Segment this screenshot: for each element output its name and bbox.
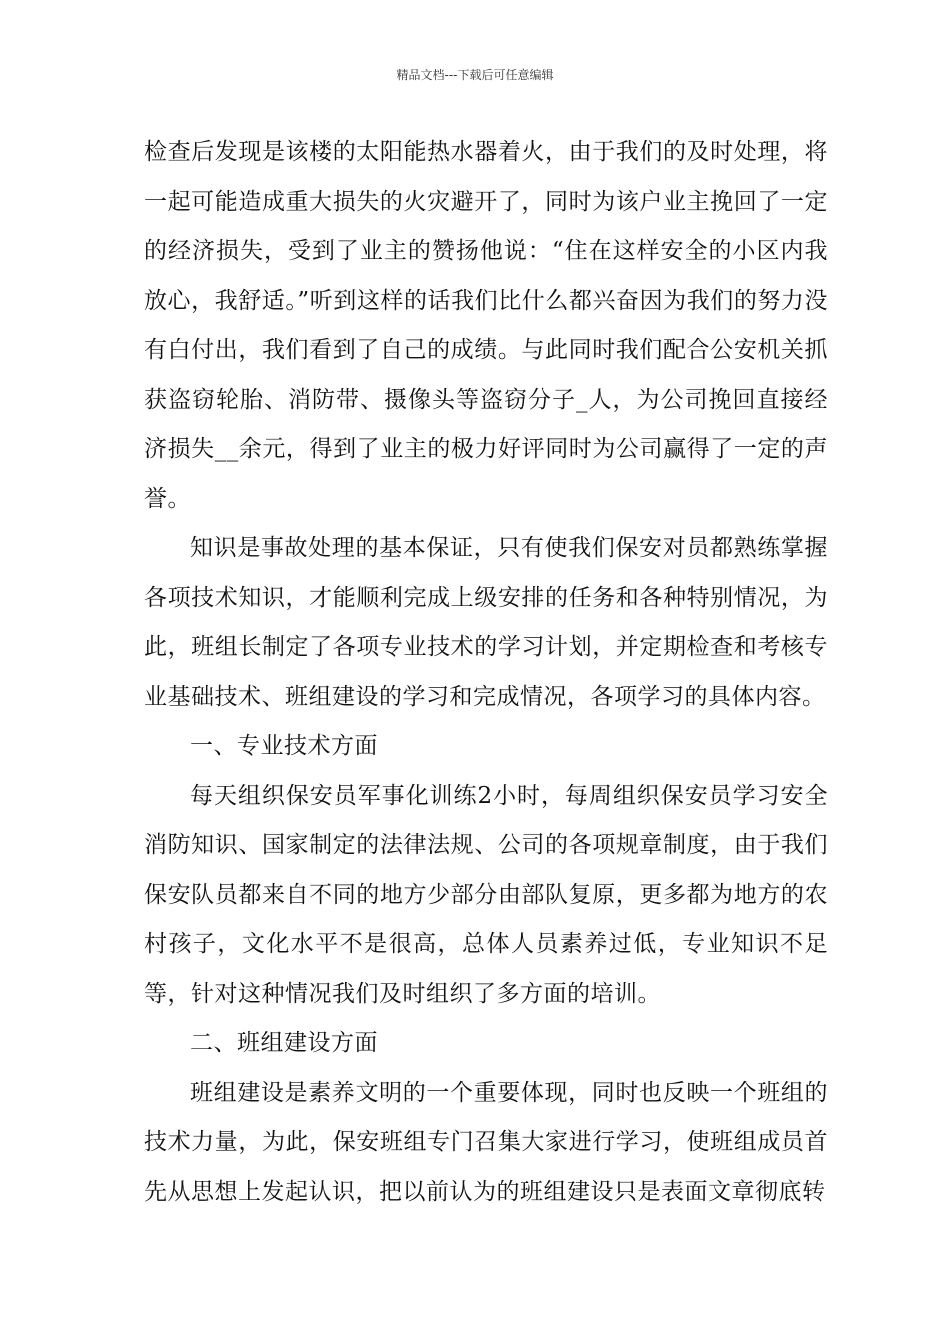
section-heading-professional-skills: 一、专业技术方面 <box>190 733 378 759</box>
section-heading-team-building: 二、班组建设方面 <box>190 1030 378 1056</box>
paragraph-knowledge: 知识是事故处理的基本保证，只有使我们保安对员都熟练掌握各项技术知识，才能顺利完成上级安排的任务和各种特别情况，为此，班组长制定了各项专业技术的学习计划，并定期检查和考核专业基础技术、班组建设的学习和完成情况，各项学习的具体内容。 <box>144 535 828 710</box>
paragraph-training: 每天组织保安员军事化训练2小时，每周组织保安员学习安全消防知识、国家制定的法律法规、公司的各项规章制度，由于我们保安队员都来自不同的地方少部分由部队复原，更多都为地方的农村孩子，文化水平不是很高，总体人员素养过低，专业知识不足等，针对这种情况我们及时组织了多方面的培训。 <box>144 782 828 1007</box>
document-body <box>144 128 828 1217</box>
paragraph-fire-incident: 检查后发现是该楼的太阳能热水器着火，由于我们的及时处理，将一起可能造成重大损失的火灾避开了，同时为该户业主挽回了一定的经济损失，受到了业主的赞扬他说：“住在这样安全的小区内我放心，我舒适。”听到这样的话我们比什么都兴奋因为我们的努力没有白付出，我们看到了自己的成绩。与此同时我们配合公安机关抓获盗窃轮胎、消防带、摄像头等盗窃分子_人，为公司挽回直接经济损失__余元，得到了业主的极力好评同时为公司赢得了一定的声誉。 <box>144 139 828 512</box>
paragraph-team-building: 班组建设是素养文明的一个重要体现，同时也反映一个班组的技术力量，为此，保安班组专门召集大家进行学习，使班组成员首先从思想上发起认识，把以前认为的班组建设只是表面文章彻底转 <box>144 1079 828 1205</box>
page-header: 精品文档---下载后可任意编辑 <box>396 68 554 82</box>
